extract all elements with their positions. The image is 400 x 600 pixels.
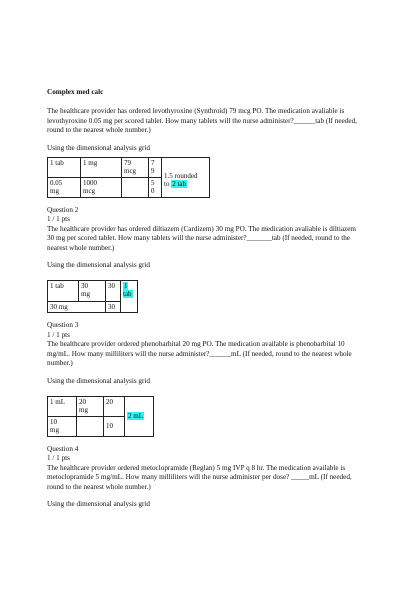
grid-cell: 0.05 mg bbox=[48, 178, 81, 198]
doc-title: Complex med calc bbox=[47, 88, 104, 96]
document-content bbox=[47, 88, 357, 509]
q4-text: The healthcare provider ordered metoclopramide (Reglan) 5 mg IVP q 8 hr. The medication available is metoclopramide 5 mg/mL. How many milliliters will the nurse administer per dose? _____mL (If needed, round to the nearest whole number.) bbox=[47, 463, 352, 491]
q4-grid-label: Using the dimensional analysis grid bbox=[47, 499, 151, 508]
q2-grid bbox=[47, 280, 138, 313]
q2-header: Question 2 bbox=[47, 206, 79, 215]
grid-cell: 7 9 bbox=[149, 158, 162, 178]
grid-cell bbox=[122, 178, 149, 198]
q2-grid-label: Using the dimensional analysis grid bbox=[47, 261, 151, 270]
grid-cell: 30 bbox=[106, 302, 121, 313]
grid-cell: 1 tab bbox=[48, 281, 79, 302]
q4-header: Question 4 bbox=[47, 444, 79, 453]
q3-header: Question 3 bbox=[47, 321, 79, 330]
grid-cell: 10 bbox=[104, 416, 125, 436]
q1-answer: 2 tab bbox=[172, 180, 187, 189]
grid-cell: 30 mg bbox=[48, 302, 106, 313]
grid-cell: 30 bbox=[106, 281, 121, 302]
q1-text: The healthcare provider has ordered levothyroxine (Synthroid) 79 mcg PO. The medication avaliable is levothyroxine 0.05 mg per scored tablet. How many tablets will the nurse administer?______tab (If needed, round to the nearest whole number.) bbox=[47, 107, 357, 135]
grid-cell bbox=[77, 416, 104, 436]
q1-grid bbox=[47, 157, 210, 198]
grid-cell: 1000 mcg bbox=[81, 178, 122, 198]
grid-cell-result: 1.5 rounded to 2 tab bbox=[162, 158, 210, 198]
grid-cell: 10 mg bbox=[48, 416, 77, 436]
q1-grid-label: Using the dimensional analysis grid bbox=[47, 143, 151, 152]
q2-text: The healthcare provider has ordered diltiazem (Cardizem) 30 mg PO. The medication avaliable is diltiazem 30 mg per scored tablet. How many tablets will the nurse administer?_______tab (If needed, round to the nearest whole number.) bbox=[47, 224, 357, 252]
q3-grid-label: Using the dimensional analysis grid bbox=[47, 376, 151, 385]
q3-text: The healthcare provider ordered phenobarbital 20 mg PO. The medication available is phenobarbital 10 mg/mL. How many milliliters will the nurse administer?______mL (If needed, round to the nearest whole number.) bbox=[47, 340, 352, 368]
grid-cell: 20 bbox=[104, 396, 125, 416]
q2-points: 1 / 1 pts bbox=[47, 215, 70, 224]
grid-cell: 20 mg bbox=[77, 396, 104, 416]
q3-answer: 2 mL bbox=[128, 412, 143, 421]
q3-points: 1 / 1 pts bbox=[47, 330, 70, 339]
grid-cell: 5 0 bbox=[149, 178, 162, 198]
q3-grid bbox=[47, 396, 154, 437]
grid-cell: 79 mcg bbox=[122, 158, 149, 178]
grid-cell-result bbox=[121, 281, 138, 313]
q4-points: 1 / 1 pts bbox=[47, 454, 70, 463]
grid-cell-result bbox=[125, 396, 154, 436]
grid-cell: 1 mg bbox=[81, 158, 122, 178]
grid-cell: 1 tab bbox=[48, 158, 81, 178]
q2-answer: 1 tab bbox=[123, 282, 132, 299]
grid-cell: 1 mL bbox=[48, 396, 77, 416]
grid-cell: 30 mg bbox=[79, 281, 106, 302]
